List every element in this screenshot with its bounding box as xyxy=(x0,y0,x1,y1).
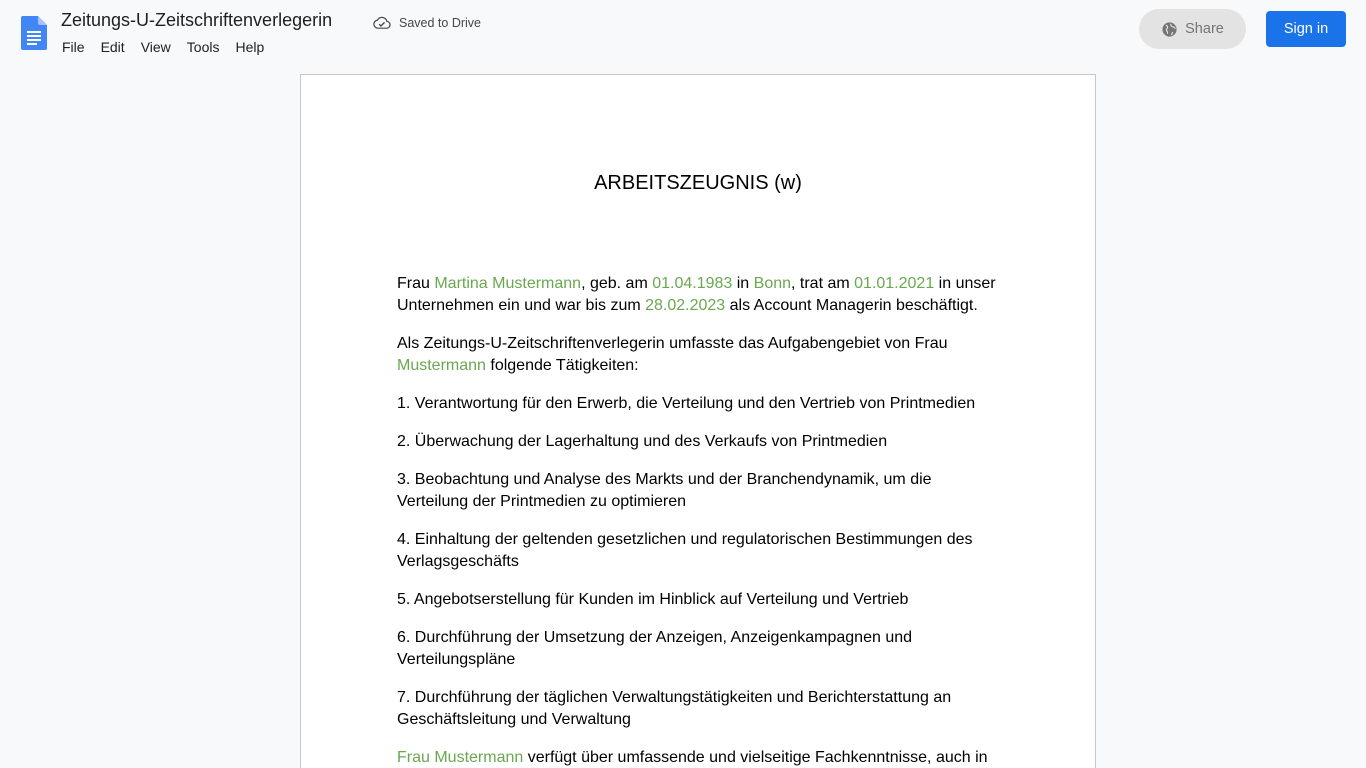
end-date: 28.02.2023 xyxy=(645,297,726,314)
tasks-intro-text-2: folgende Tätigkeiten: xyxy=(485,357,639,374)
save-status[interactable] xyxy=(373,14,481,32)
intro-text-2: , geb. am xyxy=(581,275,653,292)
save-status-label: Saved to Drive xyxy=(399,16,481,30)
task-item: 7. Durchführung der täglichen Verwaltungstätigkeiten und Berichterstattung an Geschäftsleitung und Verwaltung xyxy=(397,689,952,728)
menu-edit[interactable]: Edit xyxy=(100,39,125,55)
document-body xyxy=(397,273,999,768)
share-label: Share xyxy=(1185,21,1224,37)
document-page[interactable] xyxy=(300,74,1096,768)
menu-bar xyxy=(54,36,272,58)
intro-text-1: Frau xyxy=(397,275,435,292)
share-button[interactable] xyxy=(1139,9,1246,49)
intro-text-6: als Account Managerin beschäftigt. xyxy=(725,297,978,314)
menu-file[interactable]: File xyxy=(62,39,85,55)
document-heading: ARBEITSZEUGNIS (w) xyxy=(594,172,802,194)
task-item: 5. Angebotserstellung für Kunden im Hinblick auf Verteilung und Vertrieb xyxy=(397,591,909,608)
globe-icon xyxy=(1161,21,1178,38)
menu-help[interactable]: Help xyxy=(235,39,265,55)
task-item: 1. Verantwortung für den Erwerb, die Verteilung und den Vertrieb von Printmedien xyxy=(397,395,976,412)
skills-paragraph xyxy=(397,747,999,768)
menu-tools[interactable]: Tools xyxy=(186,39,220,55)
intro-text-5: in unser Unternehmen ein und war bis zum xyxy=(397,275,996,314)
task-item: 3. Beobachtung und Analyse des Markts und der Branchendynamik, um die Verteilung der Printmedien zu optimieren xyxy=(397,471,932,510)
app-header xyxy=(0,0,1366,64)
task-item: 6. Durchführung der Umsetzung der Anzeigen, Anzeigenkampagnen und Verteilungspläne xyxy=(397,629,913,668)
cloud-check-icon xyxy=(373,14,391,32)
tasks-intro-paragraph xyxy=(397,333,999,377)
sign-in-button[interactable]: Sign in xyxy=(1266,11,1346,47)
menu-view[interactable]: View xyxy=(140,39,171,55)
birth-city: Bonn xyxy=(753,275,792,292)
task-item: 2. Überwachung der Lagerhaltung und des Verkaufs von Printmedien xyxy=(397,433,888,450)
employee-name: Martina Mustermann xyxy=(434,275,582,292)
tasks-intro-text-1: Als Zeitungs-U-Zeitschriftenverlegerin umfasste das Aufgabengebiet von Frau xyxy=(397,335,948,352)
intro-paragraph xyxy=(397,273,999,317)
intro-text-3: in xyxy=(732,275,754,292)
intro-text-4: , trat am xyxy=(791,275,855,292)
docs-icon[interactable] xyxy=(21,16,47,50)
birth-date: 01.04.1983 xyxy=(652,275,733,292)
skills-text: verfügt über umfassende und vielseitige Fachkenntnisse, auch in xyxy=(523,749,988,766)
employee-surname: Mustermann xyxy=(397,357,486,374)
start-date: 01.01.2021 xyxy=(854,275,935,292)
document-title[interactable]: Zeitungs-U-Zeitschriftenverlegerin xyxy=(61,10,333,30)
employee-reference: Frau Mustermann xyxy=(397,749,524,766)
task-item: 4. Einhaltung der geltenden gesetzlichen und regulatorischen Bestimmungen des Verlagsgeschäfts xyxy=(397,531,973,570)
